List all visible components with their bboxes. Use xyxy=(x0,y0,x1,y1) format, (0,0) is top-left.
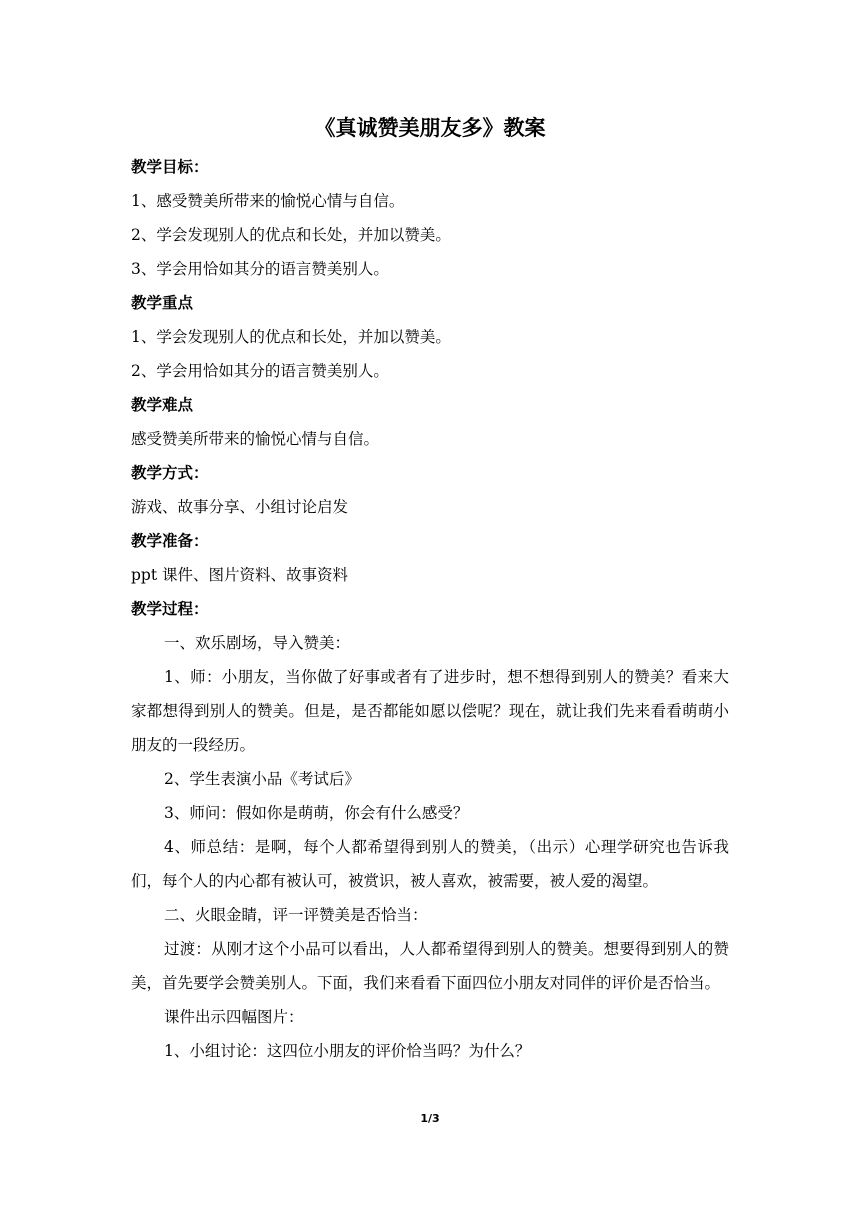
preparation-text: ppt 课件、图片资料、故事资料 xyxy=(131,566,349,584)
section2-paragraph-2: 课件出示四幅图片： xyxy=(164,1008,304,1026)
document-body xyxy=(131,150,729,1068)
key-point-item: 2、学会用恰如其分的语言赞美别人。 xyxy=(131,362,389,380)
page-number: 1/3 xyxy=(420,1112,440,1125)
methods-heading: 教学方式： xyxy=(131,464,209,482)
section1-paragraph-2: 2、学生表演小品《考试后》 xyxy=(164,770,360,788)
preparation-heading: 教学准备： xyxy=(131,532,209,550)
objectives-heading: 教学目标： xyxy=(131,158,209,176)
section1-paragraph-1: 1、师：小朋友，当你做了好事或者有了进步时，想不想得到别人的赞美？看来大家都想得到别人的赞美。但是，是否都能如愿以偿呢？现在，就让我们先来看看萌萌小朋友的一段经历。 xyxy=(131,668,729,754)
section1-paragraph-3: 3、师问：假如你是萌萌，你会有什么感受？ xyxy=(164,804,469,822)
difficulties-text: 感受赞美所带来的愉悦心情与自信。 xyxy=(131,430,380,448)
section2-title: 二、火眼金睛，评一评赞美是否恰当： xyxy=(164,906,428,924)
section1-paragraph-4: 4、师总结：是啊，每个人都希望得到别人的赞美，（出示）心理学研究也告诉我们，每个人的内心都有被认可，被赏识，被人喜欢，被需要，被人爱的渴望。 xyxy=(131,838,729,890)
section2-paragraph-3: 1、小组讨论：这四位小朋友的评价恰当吗？为什么？ xyxy=(164,1042,531,1060)
section2-paragraph-1: 过渡：从刚才这个小品可以看出，人人都希望得到别人的赞美。想要得到别人的赞美，首先要学会赞美别人。下面，我们来看看下面四位小朋友对同伴的评价是否恰当。 xyxy=(131,940,729,992)
key-point-item: 1、学会发现别人的优点和长处，并加以赞美。 xyxy=(131,328,451,346)
document-title: 《真诚赞美朋友多》教案 xyxy=(314,116,546,140)
key-points-heading: 教学重点 xyxy=(131,294,194,312)
objective-item: 2、学会发现别人的优点和长处，并加以赞美。 xyxy=(131,226,451,244)
section1-title: 一、欢乐剧场，导入赞美： xyxy=(164,634,351,652)
objective-item: 3、学会用恰如其分的语言赞美别人。 xyxy=(131,260,389,278)
process-heading: 教学过程： xyxy=(131,600,209,618)
methods-text: 游戏、故事分享、小组讨论启发 xyxy=(131,498,349,516)
difficulties-heading: 教学难点 xyxy=(131,396,194,414)
objective-item: 1、感受赞美所带来的愉悦心情与自信。 xyxy=(131,192,405,210)
